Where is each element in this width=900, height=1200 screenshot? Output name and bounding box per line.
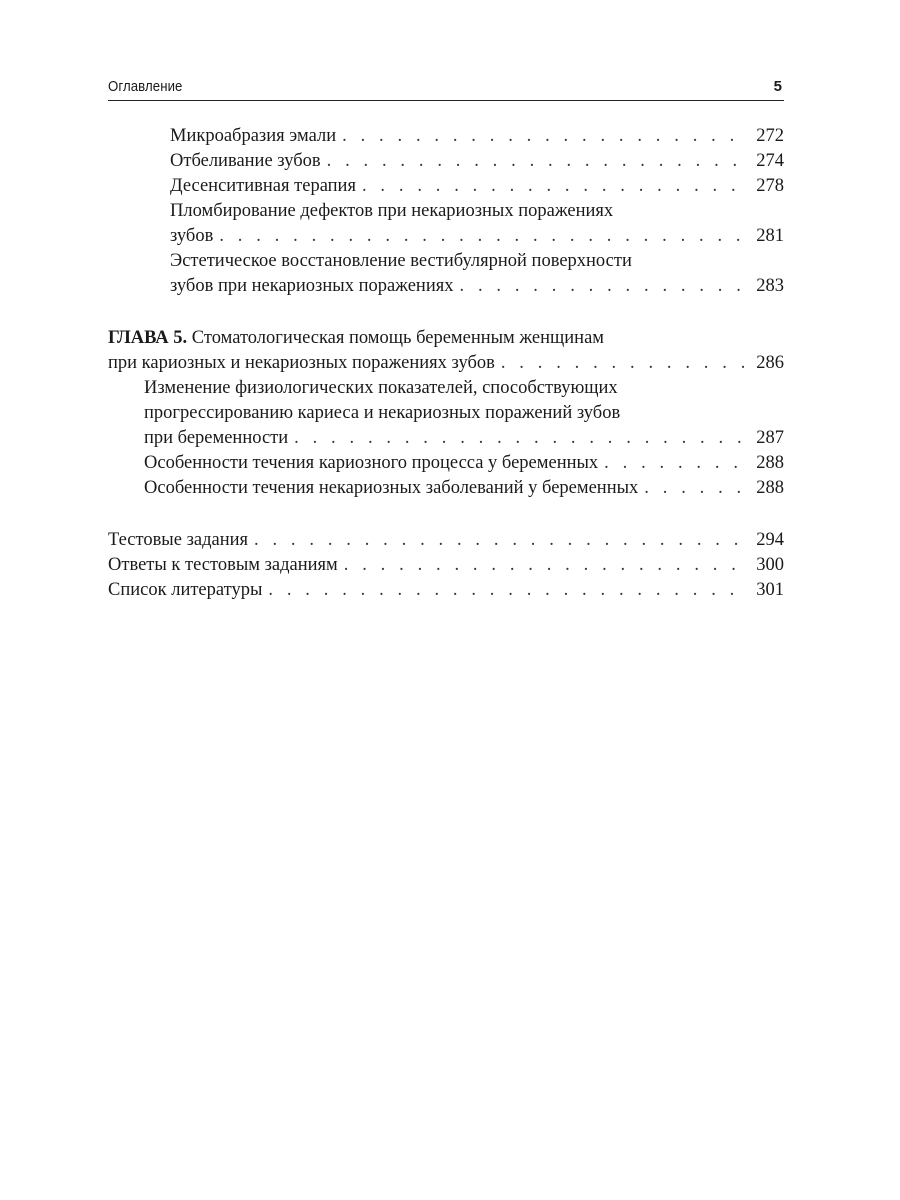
toc-entry-title: Тестовые задания xyxy=(108,530,249,550)
chapter-label: ГЛАВА 5. xyxy=(108,328,188,348)
toc-entry-title-line-1: Изменение физиологических показателей, способствующих xyxy=(144,378,618,398)
toc-page-number: 278 xyxy=(756,176,784,196)
chapter-title-line-2: при кариозных и некариозных поражениях зубов xyxy=(108,353,495,373)
spacer xyxy=(108,299,784,326)
dot-leader xyxy=(344,553,744,578)
spacer xyxy=(108,501,784,528)
toc-entry-title-line-2: зубов xyxy=(170,226,214,246)
toc-entry-chapter-5[interactable] xyxy=(108,326,784,376)
dot-leader xyxy=(342,124,744,149)
toc-page-number: 288 xyxy=(756,478,784,498)
dot-leader xyxy=(501,351,744,376)
toc-entry-physiological-changes[interactable] xyxy=(108,376,784,451)
toc-entry-title: Отбеливание зубов xyxy=(170,151,321,171)
toc-entry-test-tasks[interactable] xyxy=(108,528,784,553)
dot-leader xyxy=(327,149,744,174)
toc-entry-title-line-1: Пломбирование дефектов при некариозных поражениях xyxy=(170,201,614,221)
toc-entry-noncarious-course[interactable] xyxy=(108,476,784,501)
toc-entry-title: Микроабразия эмали xyxy=(170,126,337,146)
toc-entry-title-line-1: Эстетическое восстановление вестибулярной поверхности xyxy=(170,251,632,271)
toc-page-number: 286 xyxy=(756,353,784,373)
toc-page-number: 294 xyxy=(756,530,784,550)
toc-page-number: 283 xyxy=(756,276,784,296)
toc-entry-bibliography[interactable] xyxy=(108,578,784,603)
toc-entry-title: Ответы к тестовым заданиям xyxy=(108,555,338,575)
dot-leader xyxy=(254,528,744,553)
toc-entry-title: Особенности течения кариозного процесса у беременных xyxy=(144,453,599,473)
dot-leader xyxy=(294,426,744,451)
toc-page-number: 272 xyxy=(756,126,784,146)
dot-leader xyxy=(604,451,744,476)
toc-entry-caries-course[interactable] xyxy=(108,451,784,476)
dot-leader xyxy=(460,274,745,299)
toc-entry-title-line-2: прогрессированию кариеса и некариозных поражений зубов xyxy=(144,403,621,423)
toc-entry-whitening[interactable] xyxy=(108,149,784,174)
dot-leader xyxy=(219,224,744,249)
page-number: 5 xyxy=(773,78,782,95)
toc-page-number: 288 xyxy=(756,453,784,473)
toc-entry-microabrasion[interactable] xyxy=(108,124,784,149)
toc-entry-filling-defects[interactable] xyxy=(108,199,784,249)
toc-entry-desensitizing-therapy[interactable] xyxy=(108,174,784,199)
dot-leader xyxy=(268,578,744,603)
toc-page-number: 274 xyxy=(756,151,784,171)
toc-page-number: 287 xyxy=(756,428,784,448)
toc-entry-title: Список литературы xyxy=(108,580,263,600)
running-head-title: Оглавление xyxy=(108,78,183,95)
toc-page-number: 300 xyxy=(756,555,784,575)
toc-page-number: 281 xyxy=(756,226,784,246)
dot-leader xyxy=(644,476,744,501)
toc-entry-test-answers[interactable] xyxy=(108,553,784,578)
running-head xyxy=(108,78,784,101)
toc-entry-title: Особенности течения некариозных заболеваний у беременных xyxy=(144,478,639,498)
toc-page-number: 301 xyxy=(756,580,784,600)
dot-leader xyxy=(362,174,744,199)
toc-entry-title-line-2: зубов при некариозных поражениях xyxy=(170,276,454,296)
toc-entry-title-line-3: при беременности xyxy=(144,428,289,448)
chapter-title-line-1: Стоматологическая помощь беременным женщинам xyxy=(191,328,604,348)
table-of-contents xyxy=(108,124,784,603)
toc-entry-title: Десенситивная терапия xyxy=(170,176,356,196)
toc-entry-aesthetic-restoration[interactable] xyxy=(108,249,784,299)
